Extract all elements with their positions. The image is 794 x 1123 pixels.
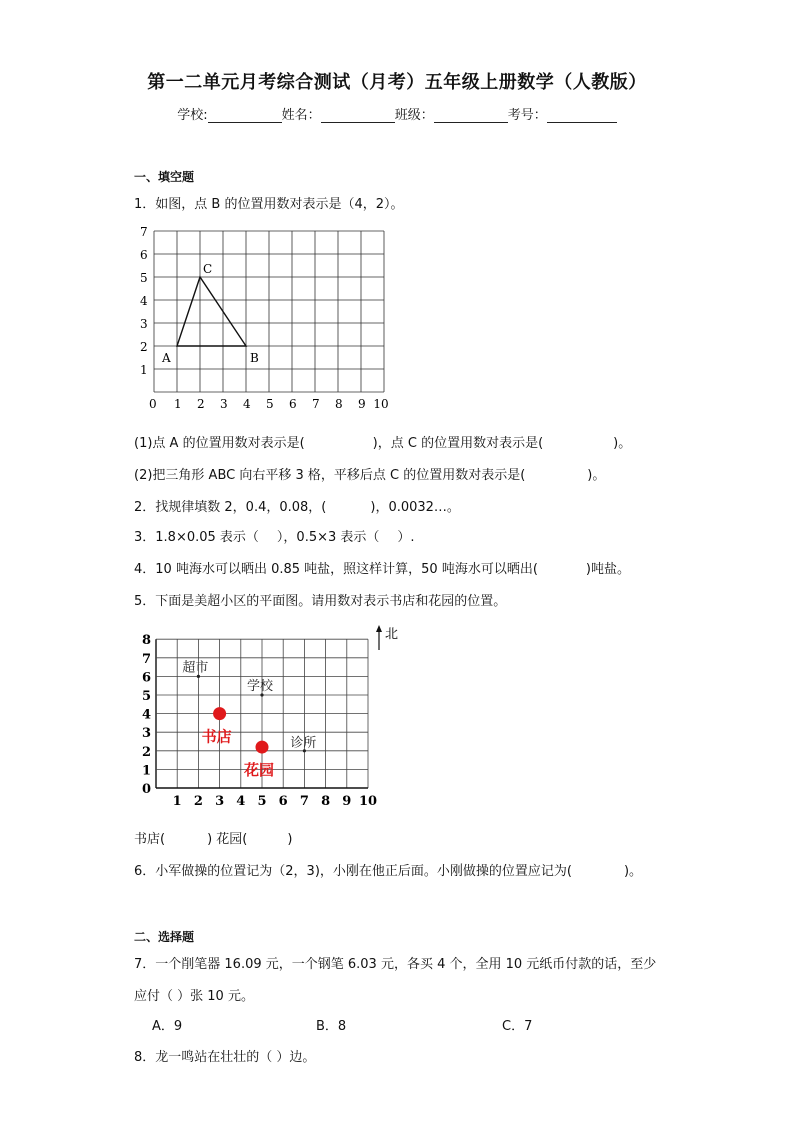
place-label: 书店 — [201, 727, 232, 746]
school-blank[interactable] — [208, 108, 282, 123]
x-tick-label: 5 — [266, 397, 274, 411]
q7-option-a[interactable]: A．9 — [152, 1019, 183, 1034]
x-tick-label: 0 — [142, 782, 152, 797]
question-7-line2: 应付（ ）张 10 元。 — [134, 989, 254, 1004]
question-2 — [134, 496, 460, 515]
vertex-labels — [161, 262, 259, 365]
x-tick-label: 4 — [243, 397, 251, 411]
y-tick-label: 3 — [142, 726, 152, 742]
y-tick-label: 7 — [142, 651, 152, 667]
place-marker-highlight — [213, 707, 226, 720]
q1-sub2-text-b: )。 — [587, 468, 606, 483]
x-tick-label: 9 — [342, 794, 352, 809]
place-marker-highlight — [256, 741, 269, 754]
vertex-label-a: A — [162, 351, 171, 365]
place-label: 花园 — [244, 761, 275, 780]
vertex-label-b: B — [250, 351, 259, 365]
y-tick-label: 7 — [140, 225, 148, 239]
north-arrow — [376, 625, 398, 650]
q1-sub2-text-a: (2)把三角形 ABC 向右平移 3 格，平移后点 C 的位置用数对表示是( — [134, 468, 526, 483]
x-tick-label: 7 — [299, 794, 309, 809]
name-label: 姓名： — [281, 108, 321, 123]
x-tick-label: 6 — [289, 397, 297, 411]
y-tick-label: 6 — [140, 248, 148, 262]
y-tick-label: 5 — [142, 689, 152, 704]
x-tick-label: 7 — [312, 397, 320, 411]
question-6 — [134, 860, 642, 879]
question-1-sub1 — [134, 432, 631, 451]
triangle-grid-figure — [136, 224, 396, 414]
question-1: 1．如图，点 B 的位置用数对表示是（4，2）。 — [134, 197, 404, 212]
q5-text-b: ) 花园( — [207, 832, 248, 847]
q7-option-c[interactable]: C．7 — [502, 1019, 533, 1034]
north-label: 北 — [385, 627, 399, 642]
student-info-line — [0, 104, 794, 123]
question-3 — [134, 526, 415, 545]
y-tick-label: 4 — [142, 707, 152, 723]
section1-heading: 一、填空题 — [134, 170, 195, 184]
question-8: 8．龙一鸣站在壮壮的（ ）边。 — [134, 1050, 316, 1065]
y-tick-label: 1 — [142, 763, 152, 779]
place-花园 — [243, 741, 274, 780]
y-tick-label: 3 — [140, 317, 148, 331]
question-5-answer — [134, 828, 292, 847]
x-tick-label: 8 — [321, 794, 331, 809]
section2-heading: 二、选择题 — [134, 930, 195, 944]
x-tick-label: 0 — [149, 397, 157, 411]
q1-sub1-text-a: (1)点 A 的位置用数对表示是( — [134, 436, 305, 451]
q1-sub1-text-c: )。 — [613, 436, 632, 451]
place-label: 诊所 — [290, 735, 317, 751]
x-tick-label: 8 — [335, 397, 343, 411]
q6-text-a: 6．小军做操的位置记为（2，3)，小刚在他正后面。小刚做操的位置应记为( — [134, 864, 572, 879]
q4-text-a: 4．10 吨海水可以晒出 0.85 吨盐，照这样计算，50 吨海水可以晒出( — [134, 562, 538, 577]
q5-text-c: ) — [287, 832, 293, 847]
place-label: 学校 — [247, 679, 274, 694]
q7-option-b[interactable]: B．8 — [316, 1019, 347, 1034]
x-tick-label: 1 — [174, 397, 182, 411]
triangle-abc — [177, 277, 246, 346]
x-tick-label: 3 — [215, 794, 225, 809]
page-title: 第一二单元月考综合测试（月考）五年级上册数学（人教版） — [147, 72, 647, 93]
question-1-sub2 — [134, 464, 605, 483]
q2-text-b: )，0.0032…。 — [370, 500, 460, 515]
school-label: 学校: — [177, 108, 208, 123]
x-tick-label: 4 — [236, 794, 246, 809]
map-places — [182, 659, 316, 779]
id-blank[interactable] — [547, 108, 617, 123]
question-4 — [134, 558, 630, 577]
x-tick-label: 3 — [220, 397, 228, 411]
x-tick-label: 9 — [358, 397, 366, 411]
question-5: 5．下面是美超小区的平面图。请用数对表示书店和花园的位置。 — [134, 594, 507, 609]
q1-sub1-text-b: )，点 C 的位置用数对表示是( — [372, 436, 544, 451]
x-tick-label: 10 — [373, 397, 389, 411]
community-map-figure — [136, 622, 416, 812]
question-7-line1: 7．一个削笔器 16.09 元，一个钢笔 6.03 元，各买 4 个，全用 10 元纸币付款的话，至少 — [134, 957, 657, 972]
class-label: 班级： — [394, 108, 434, 123]
place-诊所 — [290, 735, 316, 753]
y-tick-label: 4 — [140, 294, 148, 308]
y-tick-label: 6 — [142, 670, 152, 686]
class-blank[interactable] — [434, 108, 508, 123]
x-tick-label: 10 — [358, 794, 378, 809]
q2-text-a: 2．找规律填数 2，0.4，0.08，( — [134, 500, 327, 515]
y-tick-label: 2 — [142, 744, 152, 760]
y-tick-label: 5 — [140, 271, 148, 285]
q6-text-b: )。 — [623, 864, 643, 879]
q5-text-a: 书店( — [134, 832, 166, 847]
q3-text-a: 3．1.8×0.05 表示（ — [134, 530, 259, 545]
y-tick-label: 1 — [140, 363, 148, 377]
place-书店 — [202, 707, 232, 746]
x-tick-label: 2 — [197, 397, 205, 411]
x-tick-label: 2 — [193, 794, 203, 809]
x-tick-label: 1 — [172, 794, 182, 809]
place-学校 — [247, 678, 274, 697]
place-超市 — [182, 659, 208, 678]
name-blank[interactable] — [321, 108, 395, 123]
y-tick-label: 8 — [142, 633, 152, 649]
q3-text-c: ）. — [397, 530, 415, 545]
q4-text-b: )吨盐。 — [585, 562, 630, 577]
x-tick-label: 5 — [257, 794, 267, 809]
id-label: 考号： — [507, 108, 547, 123]
north-arrow-head — [376, 625, 382, 632]
q3-text-b: ），0.5×3 表示（ — [276, 530, 380, 545]
x-tick-label: 6 — [278, 794, 288, 809]
place-label: 超市 — [182, 660, 209, 676]
y-tick-label: 2 — [140, 340, 148, 354]
vertex-label-c: C — [203, 262, 213, 276]
